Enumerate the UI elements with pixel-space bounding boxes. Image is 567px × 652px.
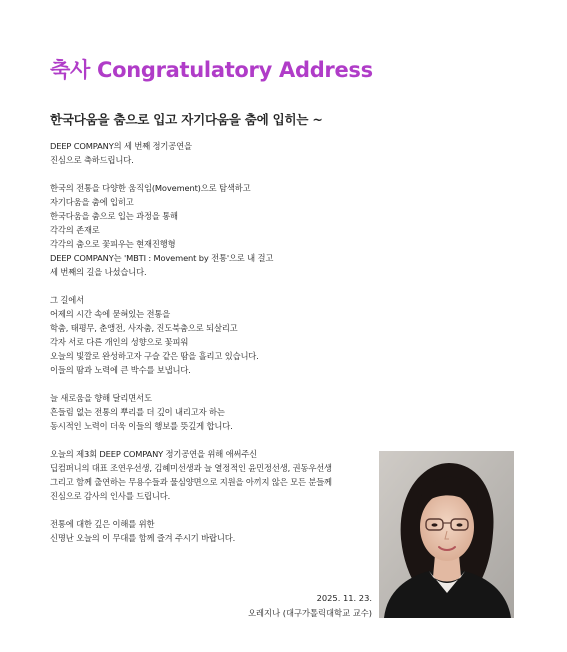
text-line: 세 번째의 길을 나섰습니다. <box>50 267 147 277</box>
address-body <box>50 139 380 559</box>
signature-block <box>248 591 372 621</box>
text-line: DEEP COMPANY의 세 번째 정기공연을 <box>50 141 192 151</box>
text-line: 각각의 존재로 <box>50 225 100 235</box>
text-line: 각각의 춤으로 꽃피우는 현재진행형 <box>50 239 176 249</box>
text-line: 자기다움을 춤에 입히고 <box>50 197 134 207</box>
text-line: 신명난 오늘의 이 무대를 함께 즐겨 주시기 바랍니다. <box>50 533 236 543</box>
text-line: 진심으로 감사의 인사를 드립니다. <box>50 491 171 501</box>
text-line: DEEP COMPANY는 'MBTI : Movement by 전통'으로 내 걸고 <box>50 253 274 263</box>
text-line: 각자 서로 다른 개인의 성향으로 꽃피워 <box>50 337 189 347</box>
text-line: 늘 새로움을 향해 달리면서도 <box>50 393 152 403</box>
page-title: 축사 Congratulatory Address <box>50 58 373 82</box>
text-line: 오늘의 빛깔로 완성하고자 구슬 같은 땀을 흘리고 있습니다. <box>50 351 259 361</box>
author-portrait-photo <box>379 451 514 618</box>
paragraph-4 <box>50 391 380 433</box>
paragraph-6 <box>50 517 380 545</box>
text-line: 전통에 대한 깊은 이해를 위한 <box>50 519 155 529</box>
paragraph-1 <box>50 139 380 167</box>
paragraph-3 <box>50 293 380 377</box>
paragraph-2 <box>50 181 380 279</box>
signature-author: 오레지나 (대구가톨릭대학교 교수) <box>248 608 372 618</box>
text-line: 한국다움을 춤으로 입는 과정을 통해 <box>50 211 178 221</box>
text-line: 오늘의 제3회 DEEP COMPANY 정기공연을 위해 애써주신 <box>50 449 258 459</box>
signature-date: 2025. 11. 23. <box>316 593 372 603</box>
text-line: 한국의 전통을 다양한 움직임(Movement)으로 탐색하고 <box>50 183 251 193</box>
paragraph-5 <box>50 447 380 503</box>
text-line: 어제의 시간 속에 묻혀있는 전통을 <box>50 309 171 319</box>
text-line: 동시적인 노력이 더욱 이들의 행보를 뜻깊게 합니다. <box>50 421 233 431</box>
page-subtitle: 한국다움을 춤으로 입고 자기다움을 춤에 입히는 ~ <box>50 112 323 127</box>
text-line: 그리고 함께 출연하는 무용수들과 물심양면으로 지원을 아끼지 않은 모든 분들께 <box>50 477 332 487</box>
text-line: 그 길에서 <box>50 295 84 305</box>
text-line: 진심으로 축하드립니다. <box>50 155 134 165</box>
text-line: 학춤, 태평무, 춘앵전, 사자춤, 진도북춤으로 되살리고 <box>50 323 238 333</box>
text-line: 이들의 땀과 노력에 큰 박수를 보냅니다. <box>50 365 191 375</box>
text-line: 흔들림 없는 전통의 뿌리를 더 깊이 내리고자 하는 <box>50 407 225 417</box>
text-line: 딥컴퍼니의 대표 조연우선생, 김혜미선생과 늘 열정적인 윤민정선생, 권동우선생 <box>50 463 332 473</box>
